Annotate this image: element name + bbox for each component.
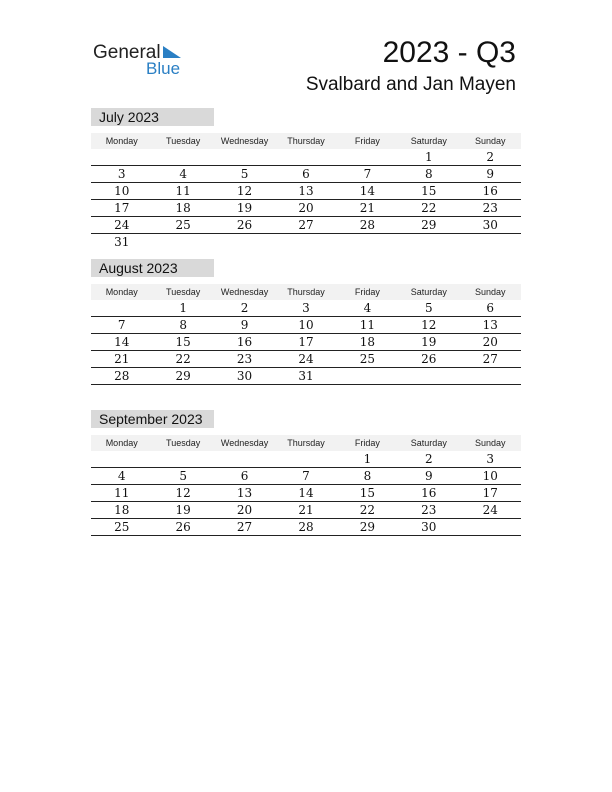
weekday-label: Tuesday [166,136,201,146]
day-cell: 27 [236,520,253,534]
weekday-label: Friday [354,287,380,297]
week-row [91,519,521,536]
day-cell: 9 [425,469,433,483]
day-cell: 19 [236,201,253,215]
day-cell: 25 [359,352,376,366]
day-cell: 31 [298,369,314,383]
weekday-label: Tuesday [166,287,201,297]
week-row [91,502,521,519]
weekday-label: Thursday [287,438,325,448]
week-rows [91,451,521,536]
weekday-label: Saturday [410,287,447,297]
day-cell: 31 [114,235,130,249]
day-cell: 1 [179,301,187,315]
day-cell: 26 [421,352,437,366]
day-cell: 11 [359,318,376,332]
day-cell: 3 [302,301,310,315]
day-cell: 12 [421,318,437,332]
week-row [91,166,521,183]
month-september [91,410,521,536]
day-cell: 9 [240,318,249,332]
day-cell: 30 [236,369,253,383]
day-cell [152,149,213,165]
day-cell: 20 [236,503,253,517]
day-cell: 11 [114,486,130,500]
day-cell: 6 [486,301,495,315]
day-cell: 29 [175,369,191,383]
weekday-label: Wednesday [220,287,269,297]
day-cell: 7 [363,167,372,181]
weekday-label: Friday [354,136,380,146]
day-cell: 23 [482,201,498,215]
day-cell: 2 [425,452,433,466]
day-cell [214,149,275,165]
day-cell: 17 [482,486,498,500]
weekday-label: Wednesday [220,438,269,448]
day-cell: 14 [359,184,376,198]
day-cell [152,451,213,467]
weekday-label: Tuesday [166,438,201,448]
weekday-label: Thursday [287,136,325,146]
day-cell: 19 [421,335,437,349]
day-cell: 16 [236,335,253,349]
day-cell [460,234,521,250]
day-cell: 2 [486,150,495,164]
day-cell: 5 [240,167,249,181]
day-cell: 2 [240,301,249,315]
day-cell: 10 [298,318,314,332]
weekday-label: Saturday [410,136,447,146]
day-cell: 15 [359,486,376,500]
week-row [91,217,521,234]
week-row [91,351,521,368]
weekday-label: Wednesday [220,136,269,146]
day-cell: 27 [482,352,498,366]
page-title: 2023 - Q3 [382,36,516,69]
day-cell: 7 [302,469,310,483]
logo-general-text: General [93,42,161,63]
week-row [91,149,521,166]
weekday-label: Monday [105,438,138,448]
day-cell [91,451,152,467]
day-cell: 21 [359,201,376,215]
day-cell [460,519,521,535]
week-row [91,368,521,385]
day-cell: 16 [482,184,498,198]
week-row [91,183,521,200]
day-cell [275,451,336,467]
day-cell: 3 [486,452,495,466]
day-cell: 12 [236,184,253,198]
day-cell [398,234,459,250]
day-cell [214,451,275,467]
day-cell: 18 [114,503,130,517]
day-cell: 13 [298,184,314,198]
weekday-label: Monday [105,287,138,297]
month-july [91,108,521,250]
weekday-label: Sunday [474,287,506,297]
day-cell: 4 [179,167,187,181]
day-cell: 30 [482,218,498,232]
day-cell: 26 [175,520,191,534]
weekday-label: Sunday [474,136,506,146]
day-cell: 18 [175,201,191,215]
weekday-label: Saturday [410,438,447,448]
day-cell: 11 [175,184,191,198]
day-cell: 16 [421,486,437,500]
day-cell: 15 [175,335,191,349]
day-cell: 10 [114,184,130,198]
day-cell: 22 [359,503,376,517]
day-cell: 28 [359,218,376,232]
day-cell [91,149,152,165]
day-cell: 8 [179,318,187,332]
day-cell: 14 [114,335,130,349]
day-cell: 18 [359,335,376,349]
day-cell [275,234,336,250]
month-title: August 2023 [91,259,214,277]
day-cell: 4 [117,469,126,483]
generalblue-logo [93,40,193,80]
weekday-header [91,435,521,451]
day-cell: 8 [363,469,372,483]
day-cell: 20 [298,201,314,215]
month-title: July 2023 [91,108,214,126]
week-row [91,485,521,502]
day-cell: 8 [425,167,433,181]
day-cell: 21 [114,352,130,366]
week-rows [91,300,521,385]
day-cell: 10 [482,469,498,483]
week-rows [91,149,521,250]
day-cell: 13 [482,318,498,332]
day-cell: 17 [298,335,314,349]
weekday-label: Thursday [287,287,325,297]
day-cell: 1 [363,452,372,466]
day-cell: 24 [298,352,314,366]
day-cell: 22 [421,201,437,215]
day-cell: 15 [421,184,437,198]
week-row [91,234,521,250]
day-cell: 21 [298,503,314,517]
month-title: September 2023 [91,410,214,428]
day-cell: 29 [359,520,376,534]
day-cell: 30 [421,520,437,534]
day-cell: 20 [482,335,498,349]
day-cell: 5 [179,469,187,483]
day-cell: 27 [298,218,314,232]
weekday-label: Monday [105,136,138,146]
day-cell: 29 [421,218,437,232]
day-cell [337,149,398,165]
weekday-header [91,284,521,300]
day-cell: 6 [302,167,310,181]
logo-triangle-icon [161,44,183,60]
day-cell: 23 [421,503,437,517]
day-cell [214,234,275,250]
day-cell: 28 [298,520,314,534]
day-cell: 6 [240,469,249,483]
day-cell: 25 [114,520,130,534]
day-cell: 28 [114,369,130,383]
day-cell: 12 [175,486,191,500]
day-cell: 7 [117,318,126,332]
page-subtitle: Svalbard and Jan Mayen [305,74,516,95]
logo-blue-text: Blue [146,59,181,78]
day-cell: 23 [236,352,253,366]
day-cell: 5 [425,301,433,315]
day-cell: 1 [425,150,433,164]
day-cell [398,368,459,384]
day-cell: 24 [114,218,130,232]
weekday-label: Sunday [474,438,506,448]
day-cell: 14 [298,486,314,500]
week-row [91,317,521,334]
day-cell [460,368,521,384]
day-cell [337,368,398,384]
day-cell: 3 [117,167,126,181]
week-row [91,468,521,485]
week-row [91,300,521,317]
day-cell [152,234,213,250]
day-cell [91,300,152,316]
day-cell: 22 [175,352,191,366]
day-cell [275,149,336,165]
day-cell [337,234,398,250]
day-cell: 13 [236,486,253,500]
day-cell: 25 [175,218,191,232]
month-august [91,259,521,385]
day-cell: 9 [486,167,495,181]
day-cell: 19 [175,503,191,517]
day-cell: 17 [114,201,130,215]
day-cell: 26 [236,218,253,232]
day-cell: 4 [363,301,372,315]
week-row [91,451,521,468]
weekday-label: Friday [354,438,380,448]
day-cell: 24 [482,503,498,517]
week-row [91,200,521,217]
week-row [91,334,521,351]
weekday-header [91,133,521,149]
